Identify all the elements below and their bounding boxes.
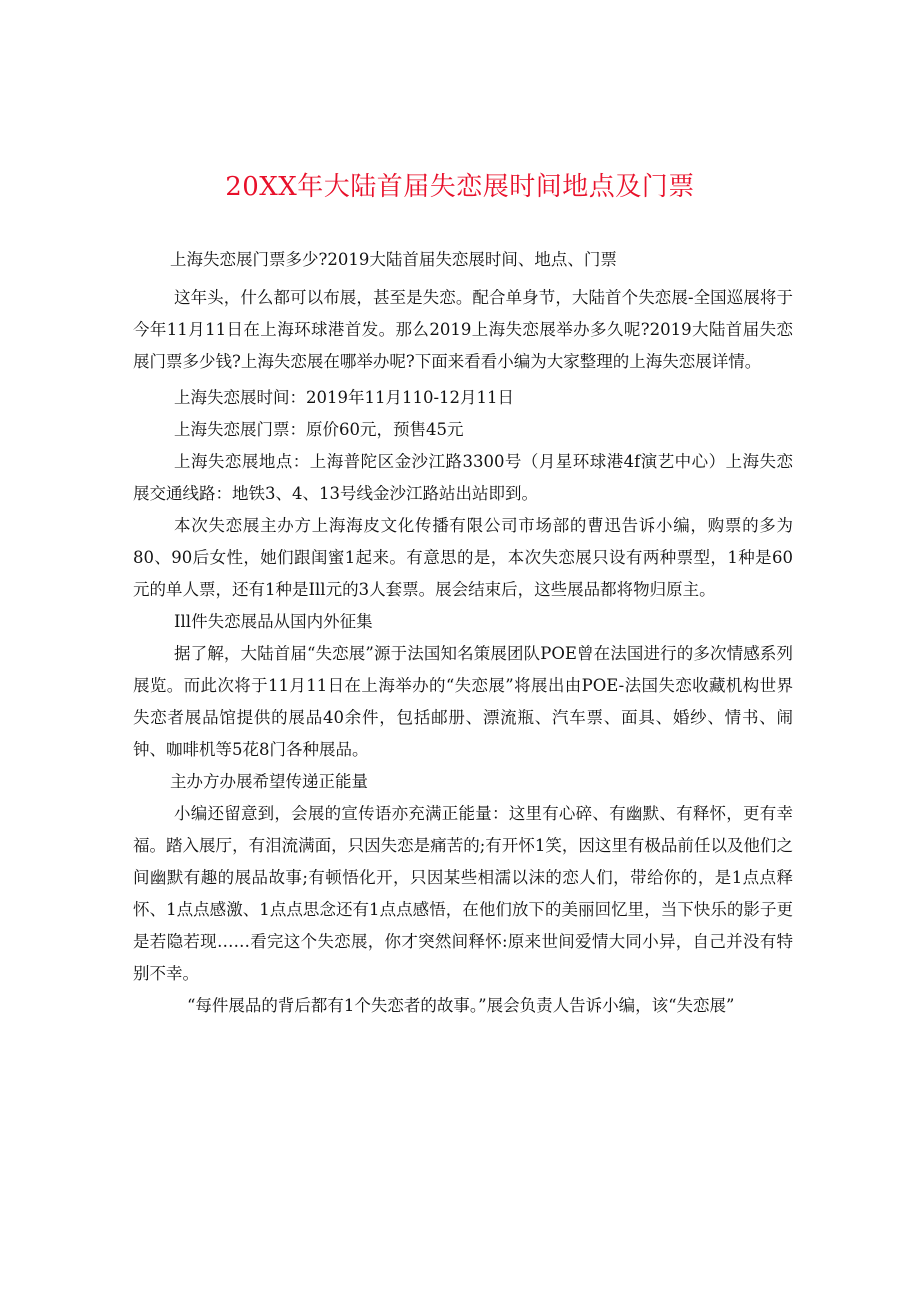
organizer-paragraph: 本次失恋展主办方上海海皮文化传播有限公司市场部的曹迅告诉小编，购票的多为80、90后女性，她们跟闺蜜1起来。有意思的是，本次失恋展只设有两种票型，1种是60元的单人票，还有1种是Ill元的3人套票。展会结束后，这些展品都将物归原主。: [133, 516, 793, 599]
exhibits-paragraph: 据了解，大陆首届“失恋展”源于法国知名策展团队POE曾在法国进行的多次情感系列展览。而此次将于11月11日在上海举办的“失恋展”将展出由POE-法国失恋收藏机构世界失恋者展品馆提供的展品40余件，包括邮册、漂流瓶、汽车票、面具、婚纱、情书、闹钟、咖啡机等5花8门各种展品。: [133, 644, 793, 759]
section-heading-energy: 主办方办展希望传递正能量: [170, 772, 368, 791]
time-paragraph: 上海失恋展时间：2019年11月110-12月11日: [174, 388, 515, 407]
subtitle-paragraph: 上海失恋展门票多少?2019大陆首届失恋展时间、地点、门票: [170, 250, 617, 269]
location-paragraph: 上海失恋展地点：上海普陀区金沙江路3300号（月星环球港4f演艺中心）上海失恋展交通线路：地铁3、4、13号线金沙江路站出站即到。: [133, 452, 793, 503]
intro-paragraph: 这年头，什么都可以布展，甚至是失恋。配合单身节，大陆首个失恋展-全国巡展将于今年11月11日在上海环球港首发。那么2019上海失恋展举办多久呢?2019大陆首届失恋展门票多少钱?上海失恋展在哪举办呢?下面来看看小编为大家整理的上海失恋展详情。: [133, 288, 793, 371]
ticket-paragraph: 上海失恋展门票：原价60元，预售45元: [174, 420, 464, 439]
document-title: 20XX年大陆首届失恋展时间地点及门票: [225, 172, 695, 202]
quote-paragraph: “每件展品的背后都有1个失恋者的故事。”展会负责人告诉小编，该“失恋展”: [187, 996, 735, 1015]
document-body: [133, 244, 793, 1022]
section-heading-exhibits: Ill件失恋展品从国内外征集: [174, 612, 373, 631]
energy-paragraph: 小编还留意到，会展的宣传语亦充满正能量：这里有心碎、有幽默、有释怀，更有幸福。踏入展厅，有泪流满面，只因失恋是痛苦的;有开怀1笑，因这里有极品前任以及他们之间幽默有趣的展品故事;有顿悟化开，只因某些相濡以沫的恋人们，带给你的，是1点点释怀、1点点感激、1点点思念还有1点点感悟，在他们放下的美丽回忆里，当下快乐的影子更是若隐若现……看完这个失恋展，你才突然间释怀:原来世间爱情大同小异，自己并没有特别不幸。: [133, 804, 793, 983]
